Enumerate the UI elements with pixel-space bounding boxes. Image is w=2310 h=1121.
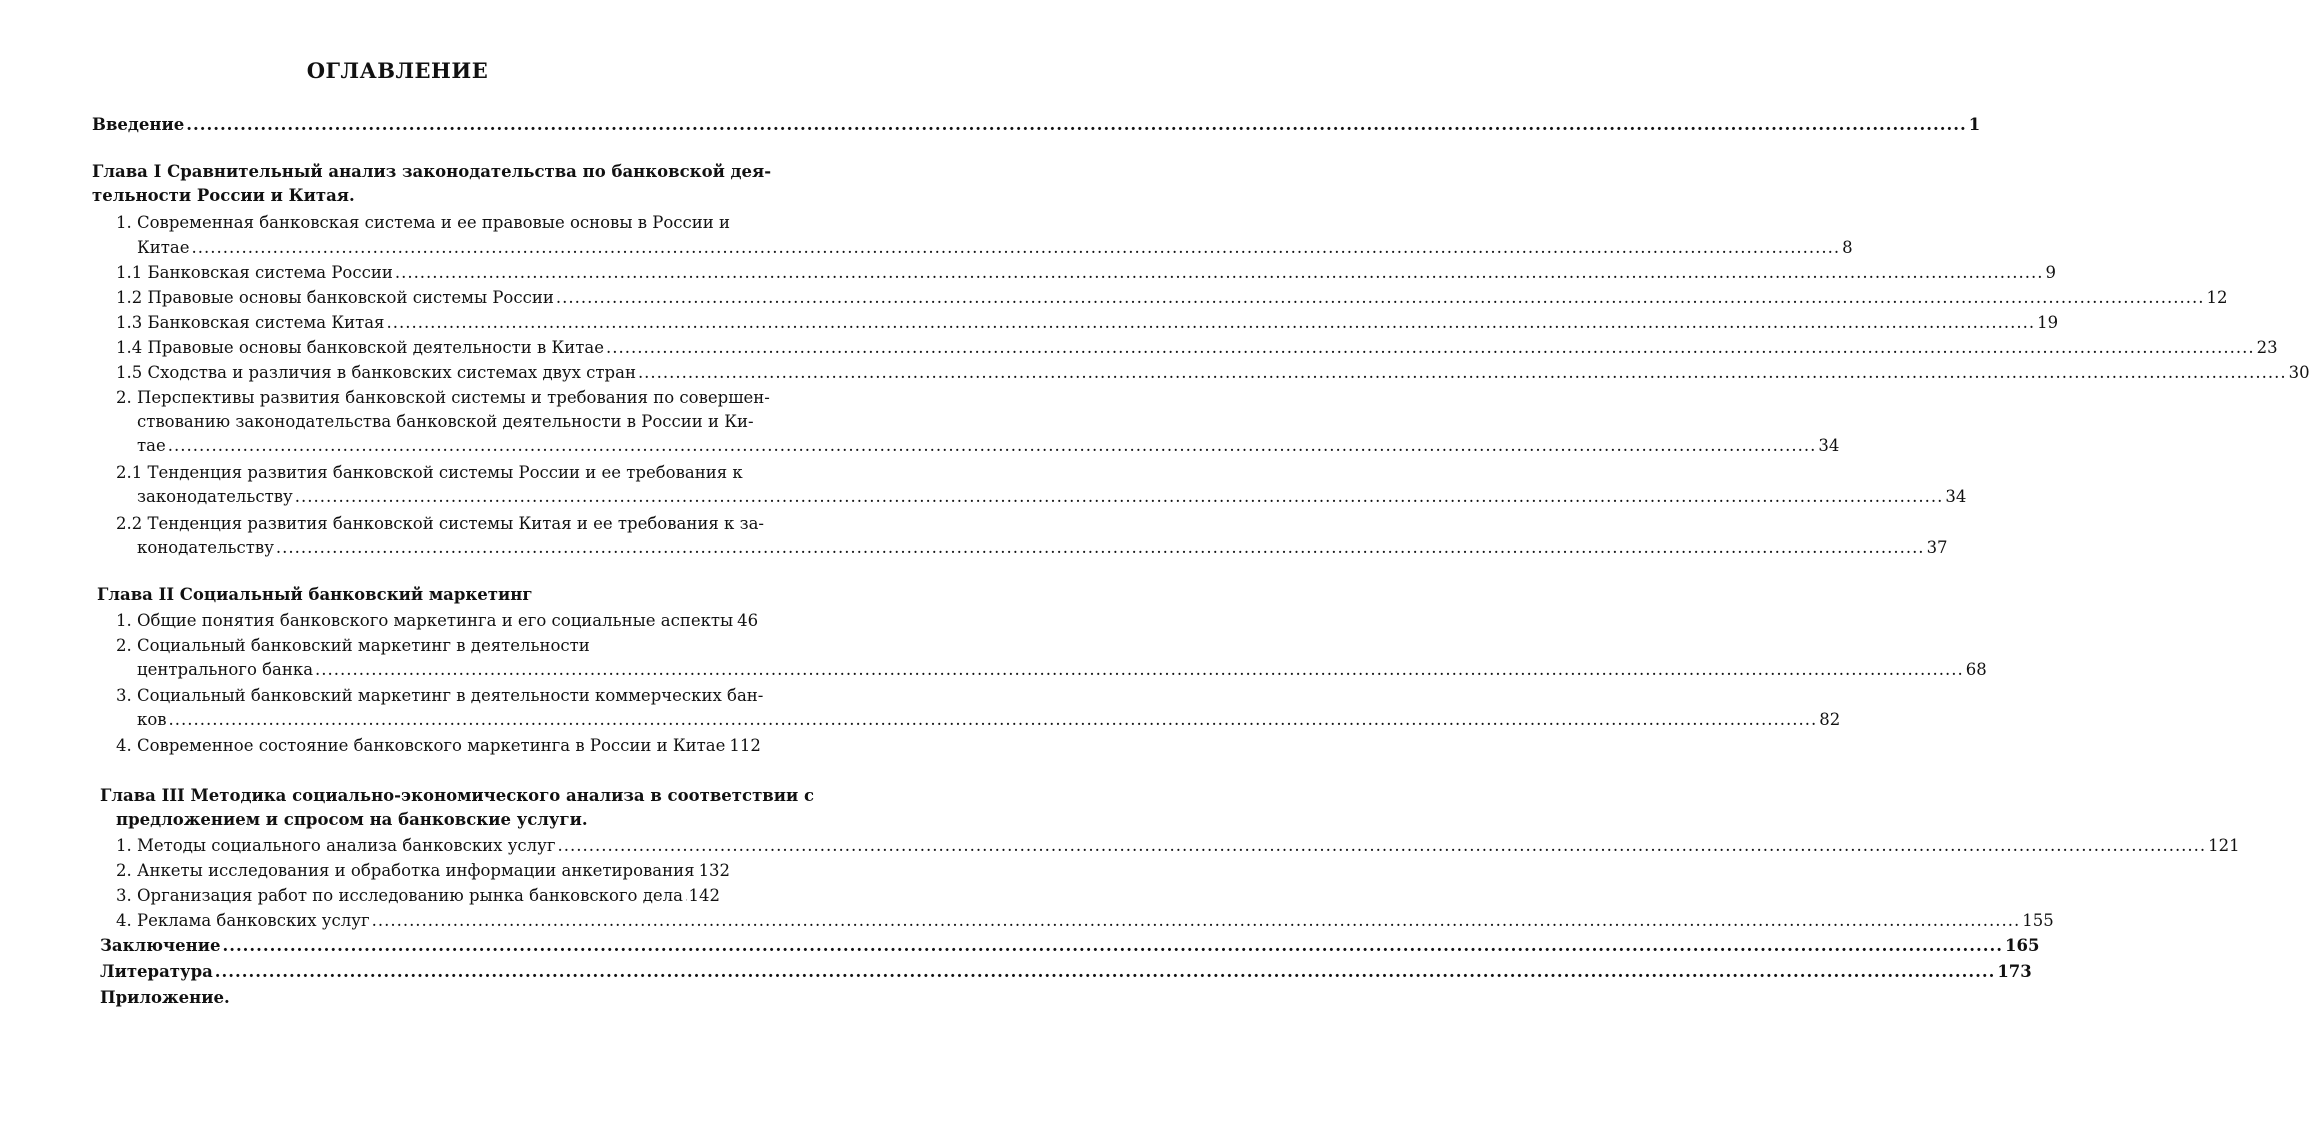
- dot-leader: [556, 286, 2205, 310]
- toc-label: 1. Методы социального анализа банковских услуг: [116, 836, 556, 855]
- toc-page-number: 132: [698, 861, 731, 880]
- toc-page-number: 12: [2206, 288, 2228, 307]
- toc-entry-2-cont[interactable]: ствованию законодательства банковской деятельности в России и Ки-: [137, 412, 754, 431]
- toc-entry-1[interactable]: 1. Современная банковская система и ее правовые основы в России и: [116, 213, 731, 232]
- toc-entry-ch2-2-cont[interactable]: [137, 658, 1987, 682]
- toc-entry-1-1[interactable]: [116, 261, 2056, 285]
- dot-leader: [186, 113, 1967, 137]
- toc-label: 1.2 Правовые основы банковской системы России: [116, 288, 554, 307]
- dot-leader: [638, 361, 2287, 385]
- toc-label: Литература: [100, 962, 213, 981]
- toc-entry-2-2-cont[interactable]: [137, 536, 1948, 560]
- dot-leader: [168, 434, 1817, 458]
- dot-leader: [372, 909, 2021, 933]
- toc-page-number: 82: [1819, 710, 1841, 729]
- toc-page-number: 34: [1945, 487, 1967, 506]
- toc-page-number: 23: [2256, 338, 2278, 357]
- toc-entry-2-2[interactable]: 2.2 Тенденция развития банковской системы Китая и ее требования к за-: [116, 514, 764, 533]
- toc-label: 2. Анкеты исследования и обработка информации анкетирования: [116, 861, 695, 880]
- toc-label: 1.4 Правовые основы банковской деятельности в Китае: [116, 338, 604, 357]
- toc-page-number: 30: [2288, 363, 2310, 382]
- toc-entry-conclusion[interactable]: [100, 934, 2040, 958]
- chapter-3-heading: Глава III Методика социально-экономического анализа в соответствии с: [100, 786, 815, 805]
- toc-label: 1.3 Банковская система Китая: [116, 313, 385, 332]
- toc-entry-ch3-2[interactable]: [116, 859, 731, 883]
- toc-entry-ch2-4[interactable]: [116, 734, 761, 758]
- dot-leader: [222, 934, 2003, 958]
- toc-label: законодательству: [137, 487, 293, 506]
- toc-entry-ch2-3[interactable]: 3. Социальный банковский маркетинг в деятельности коммерческих бан-: [116, 686, 764, 705]
- dot-leader: [295, 485, 1944, 509]
- toc-entry-2-cont2[interactable]: [137, 434, 1840, 458]
- toc-entry-appendix[interactable]: Приложение.: [100, 988, 230, 1007]
- toc-entry-ch3-1[interactable]: [116, 834, 2240, 858]
- toc-label: конодательству: [137, 538, 274, 557]
- chapter-2-heading: Глава II Социальный банковский маркетинг: [97, 585, 533, 604]
- dot-leader: [685, 884, 687, 908]
- toc-entry-ch2-2[interactable]: 2. Социальный банковский маркетинг в деятельности: [116, 636, 590, 655]
- toc-page-number: 37: [1926, 538, 1948, 557]
- toc-entry-ch2-1[interactable]: [116, 609, 759, 633]
- toc-page-number: 1: [1968, 115, 1981, 134]
- toc-entry-1-3[interactable]: [116, 311, 2059, 335]
- toc-entry-ch3-3[interactable]: [116, 884, 720, 908]
- toc-page-number: 8: [1842, 238, 1853, 257]
- toc-page-number: 173: [1997, 962, 2032, 981]
- toc-label: тае: [137, 436, 166, 455]
- toc-label: 1. Общие понятия банковского маркетинга и его социальные аспекты: [116, 611, 734, 630]
- toc-page-number: 155: [2022, 911, 2054, 930]
- toc-label: центрального банка: [137, 660, 314, 679]
- toc-entry-1-5[interactable]: [116, 361, 2310, 385]
- toc-label: 1.5 Сходства и различия в банковских системах двух стран: [116, 363, 636, 382]
- toc-label: 1.1 Банковская система России: [116, 263, 393, 282]
- dot-leader: [386, 311, 2035, 335]
- chapter-1-heading-cont: тельности России и Китая.: [92, 186, 355, 205]
- toc-entry-2-1-cont[interactable]: [137, 485, 1967, 509]
- toc-page-number: 142: [688, 886, 720, 905]
- chapter-3-heading-cont: предложением и спросом на банковские услуги.: [116, 810, 588, 829]
- toc-entry-2-1[interactable]: 2.1 Тенденция развития банковской системы России и ее требования к: [116, 463, 743, 482]
- toc-page-number: 46: [737, 611, 759, 630]
- page-title: ОГЛАВЛЕНИЕ: [306, 58, 489, 83]
- toc-page-number: 9: [2045, 263, 2056, 282]
- dot-leader: [395, 261, 2044, 285]
- toc-label: ков: [137, 710, 167, 729]
- toc-page-number: 121: [2208, 836, 2240, 855]
- toc-page-number: 19: [2037, 313, 2059, 332]
- chapter-1-heading: Глава I Сравнительный анализ законодательства по банковской дея-: [92, 162, 772, 181]
- toc-entry-1-2[interactable]: [116, 286, 2228, 310]
- dot-leader: [215, 960, 1996, 984]
- toc-label: 3. Организация работ по исследованию рынка банковского дела: [116, 886, 683, 905]
- toc-page-number: 34: [1818, 436, 1840, 455]
- dot-leader: [558, 834, 2207, 858]
- dot-leader: [192, 236, 1841, 260]
- toc-page-number: 112: [729, 736, 761, 755]
- toc-entry-1-4[interactable]: [116, 336, 2278, 360]
- toc-entry-ch3-4[interactable]: [116, 909, 2054, 933]
- toc-entry-ch2-3-cont[interactable]: [137, 708, 1841, 732]
- toc-label: 4. Современное состояние банковского маркетинга в России и Китае: [116, 736, 726, 755]
- dot-leader: [276, 536, 1925, 560]
- toc-entry-2[interactable]: 2. Перспективы развития банковской системы и требования по совершен-: [116, 388, 770, 407]
- toc-page-number: 165: [2004, 936, 2040, 955]
- toc-label: Заключение: [100, 936, 221, 955]
- dot-leader: [606, 336, 2255, 360]
- toc-label: Китае: [137, 238, 190, 257]
- toc-page-number: 68: [1965, 660, 1987, 679]
- dot-leader: [169, 708, 1818, 732]
- toc-entry-introduction[interactable]: [92, 113, 1981, 137]
- toc-label: Введение: [92, 115, 185, 134]
- toc-label: 4. Реклама банковских услуг: [116, 911, 370, 930]
- toc-entry-1-cont[interactable]: [137, 236, 1853, 260]
- toc-entry-literature[interactable]: [100, 960, 2032, 984]
- dot-leader: [315, 658, 1964, 682]
